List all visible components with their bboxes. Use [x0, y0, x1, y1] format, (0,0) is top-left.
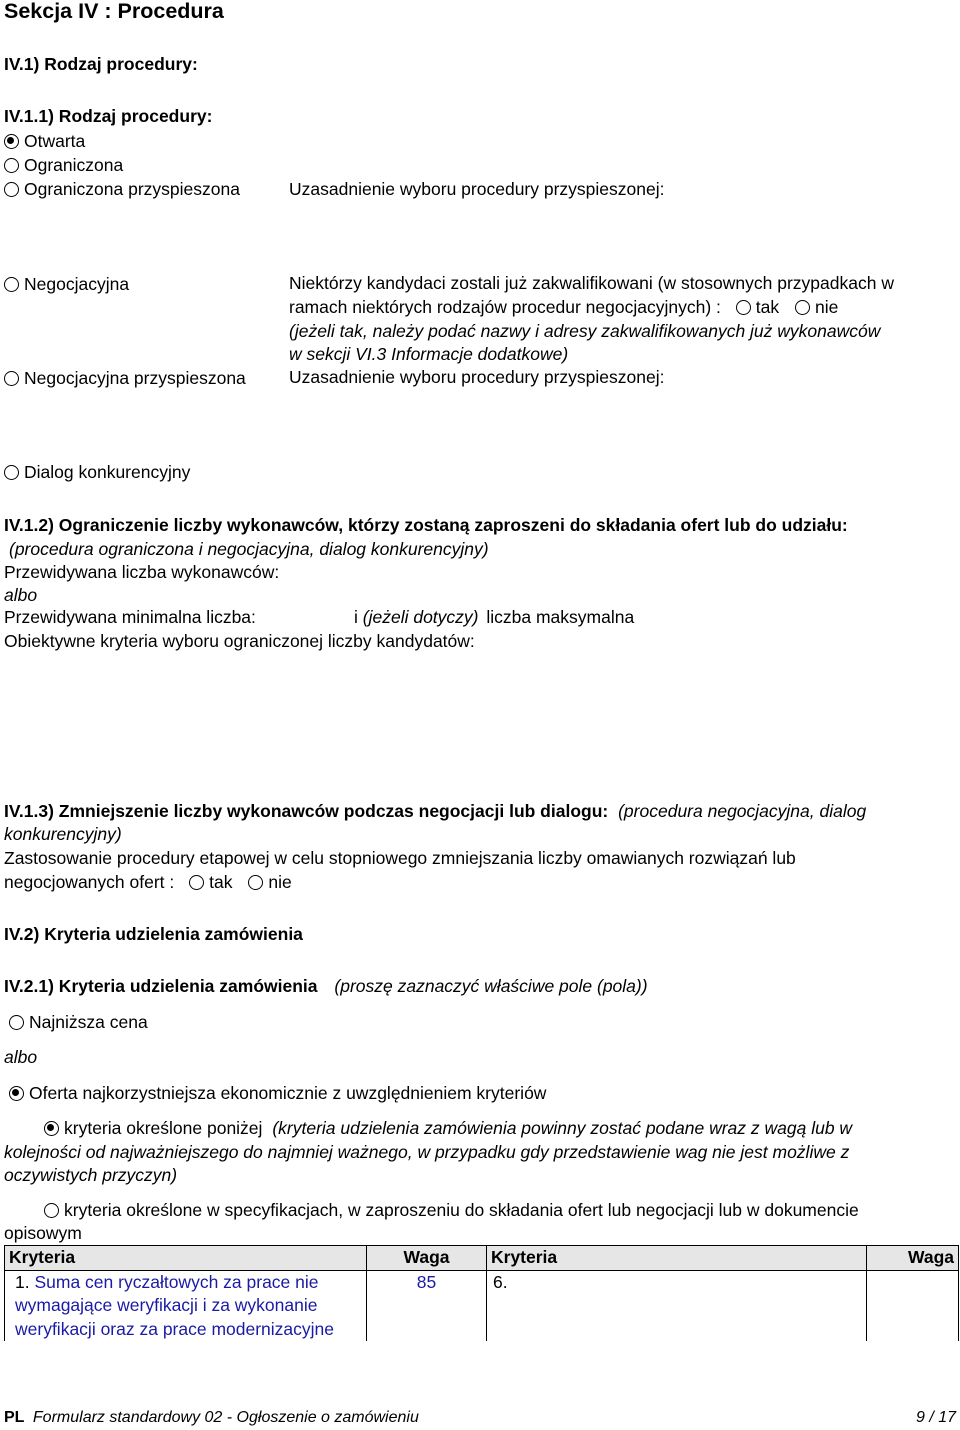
option-open-label: Otwarta [24, 131, 86, 151]
option-lowest-price-label: Najniższa cena [29, 1012, 148, 1032]
or-label-2: albo [4, 1047, 38, 1067]
option-negotiated-accelerated-label: Negocjacyjna przyspieszona [24, 368, 246, 388]
iv1-heading: IV.1) Rodzaj procedury: [4, 54, 198, 74]
no-label: nie [814, 297, 839, 317]
criterion-number: 1. [15, 1271, 30, 1292]
negotiated-note-text: ramach niektórych rodzajów procedur negocjacyjnych) : [289, 297, 721, 317]
iv21-heading: IV.2.1) Kryteria udzielenia zamówienia [4, 976, 318, 996]
yes-label: tak [755, 297, 780, 317]
page-footer [4, 1406, 956, 1430]
option-open[interactable] [4, 130, 85, 154]
min-count-label: Przewidywana minimalna liczba: [4, 607, 256, 627]
iv13-text-line2 [4, 871, 292, 895]
staged-no-option[interactable] [248, 872, 291, 892]
footer-page-number: 9 / 17 [915, 1409, 956, 1426]
staged-yes-option[interactable] [189, 872, 232, 892]
radio-selected-icon[interactable] [44, 1121, 59, 1136]
selection-criteria-label: Obiektywne kryteria wyboru ograniczonej liczby kandydatów: [4, 631, 475, 651]
radio-icon[interactable] [189, 875, 204, 890]
criterion-cell-2: 6. [487, 1270, 867, 1341]
and-label: i [354, 607, 358, 627]
iv13-text: negocjowanych ofert : [4, 872, 175, 892]
option-criteria-spec-label: kryteria określone w specyfikacjach, w zaproszeniu do składania ofert lub negocjacji lub w dokumencie [64, 1200, 859, 1220]
section-title: Sekcja IV : Procedura [4, 0, 224, 23]
option-criteria-spec[interactable] [44, 1199, 859, 1223]
option-negotiated-accelerated[interactable] [4, 367, 246, 391]
weight-cell-2 [867, 1270, 959, 1341]
radio-icon[interactable] [248, 875, 263, 890]
option-criteria-below[interactable] [44, 1117, 852, 1141]
option-meat-label: Oferta najkorzystniejsza ekonomicznie z uwzględnieniem kryteriów [29, 1083, 547, 1103]
iv11-heading: IV.1.1) Rodzaj procedury: [4, 106, 213, 126]
option-lowest-price[interactable] [9, 1011, 148, 1035]
radio-selected-icon[interactable] [9, 1086, 24, 1101]
footer-form-name: Formularz standardowy 02 - Ogłoszenie o zamówieniu [32, 1409, 419, 1426]
iv12-heading: IV.1.2) Ograniczenie liczby wykonawców, którzy zostaną zaproszeni do składania ofert lub do udziału: [4, 515, 848, 535]
yes-label: tak [209, 872, 233, 892]
iv12-note: (procedura ograniczona i negocjacyjna, dialog konkurencyjny) [9, 539, 489, 559]
column-header-criteria-2: Kryteria [487, 1246, 867, 1271]
if-applicable-label: (jeżeli dotyczy) [362, 607, 479, 627]
negotiated-italic-line1: (jeżeli tak, należy podać nazwy i adresy zakwalifikowanych już wykonawców [289, 321, 881, 341]
iv21-heading-line [4, 975, 648, 999]
option-negotiated-label: Negocjacyjna [24, 274, 130, 294]
option-restricted[interactable] [4, 154, 123, 178]
option-meat[interactable] [9, 1082, 546, 1106]
qualified-yes-option[interactable] [736, 297, 779, 317]
radio-icon[interactable] [795, 300, 810, 315]
iv13-note: (procedura negocjacyjna, dialog [618, 801, 867, 821]
negotiated-note-line1: Niektórzy kandydaci zostali już zakwalifikowani (w stosownych przypadkach w [289, 273, 894, 293]
criteria-below-note-line3: oczywistych przyczyn) [4, 1165, 178, 1185]
weight-cell: 85 [367, 1270, 487, 1341]
option-dialog-label: Dialog konkurencyjny [24, 462, 191, 482]
criteria-below-note: (kryteria udzielenia zamówienia powinny zostać podane wraz z wagą lub w [272, 1118, 853, 1138]
option-dialog[interactable] [4, 461, 190, 485]
option-negotiated[interactable] [4, 273, 129, 297]
footer-lang: PL [4, 1409, 25, 1426]
option-criteria-spec-cont: opisowym [4, 1223, 82, 1243]
negotiated-note-line2 [289, 296, 838, 320]
iv13-heading-line [4, 800, 866, 824]
justification-label-2: Uzasadnienie wyboru procedury przyspieszonej: [289, 367, 665, 387]
column-header-weight-2: Waga [867, 1246, 959, 1271]
option-criteria-below-label: kryteria określone poniżej [64, 1118, 263, 1138]
negotiated-italic-line2: w sekcji VI.3 Informacje dodatkowe) [289, 344, 569, 364]
radio-icon[interactable] [44, 1203, 59, 1218]
table-header-row [5, 1246, 959, 1271]
radio-icon[interactable] [736, 300, 751, 315]
column-header-criteria: Kryteria [5, 1246, 367, 1271]
radio-icon[interactable] [4, 182, 19, 197]
radio-icon[interactable] [4, 277, 19, 292]
radio-icon[interactable] [4, 465, 19, 480]
max-count-label: liczba maksymalna [486, 607, 635, 627]
radio-icon[interactable] [4, 371, 19, 386]
option-restricted-label: Ograniczona [24, 155, 124, 175]
option-restricted-accelerated[interactable] [4, 178, 240, 202]
iv13-heading: IV.1.3) Zmniejszenie liczby wykonawców podczas negocjacji lub dialogu: [4, 801, 609, 821]
column-header-weight: Waga [367, 1246, 487, 1271]
criterion-text: Suma cen ryczałtowych za prace nie wymagające weryfikacji i za wykonanie weryfikacji oraz za prace modernizacyjne [15, 1271, 335, 1339]
min-max-connector [354, 606, 634, 630]
criteria-below-note-line2: kolejności od najważniejszego do najmniej ważnego, w przypadku gdy przedstawienie wag nie jest możliwe z [4, 1142, 850, 1162]
radio-icon[interactable] [9, 1015, 24, 1030]
radio-icon[interactable] [4, 158, 19, 173]
justification-label: Uzasadnienie wyboru procedury przyspieszonej: [289, 179, 665, 199]
criterion-cell [5, 1270, 367, 1341]
no-label: nie [268, 872, 292, 892]
iv13-text-line1: Zastosowanie procedury etapowej w celu stopniowego zmniejszania liczby omawianych rozwiązań lub [4, 848, 796, 868]
iv21-note: (proszę zaznaczyć właściwe pole (pola)) [334, 976, 648, 996]
option-restricted-accelerated-label: Ograniczona przyspieszona [24, 179, 240, 199]
radio-selected-icon[interactable] [4, 134, 19, 149]
or-label: albo [4, 585, 38, 605]
expected-count-label: Przewidywana liczba wykonawców: [4, 562, 280, 582]
iv13-note-cont: konkurencyjny) [4, 824, 122, 844]
criteria-table [4, 1245, 959, 1341]
iv2-heading: IV.2) Kryteria udzielenia zamówienia [4, 924, 303, 944]
qualified-no-option[interactable] [795, 297, 838, 317]
table-row [5, 1270, 959, 1341]
